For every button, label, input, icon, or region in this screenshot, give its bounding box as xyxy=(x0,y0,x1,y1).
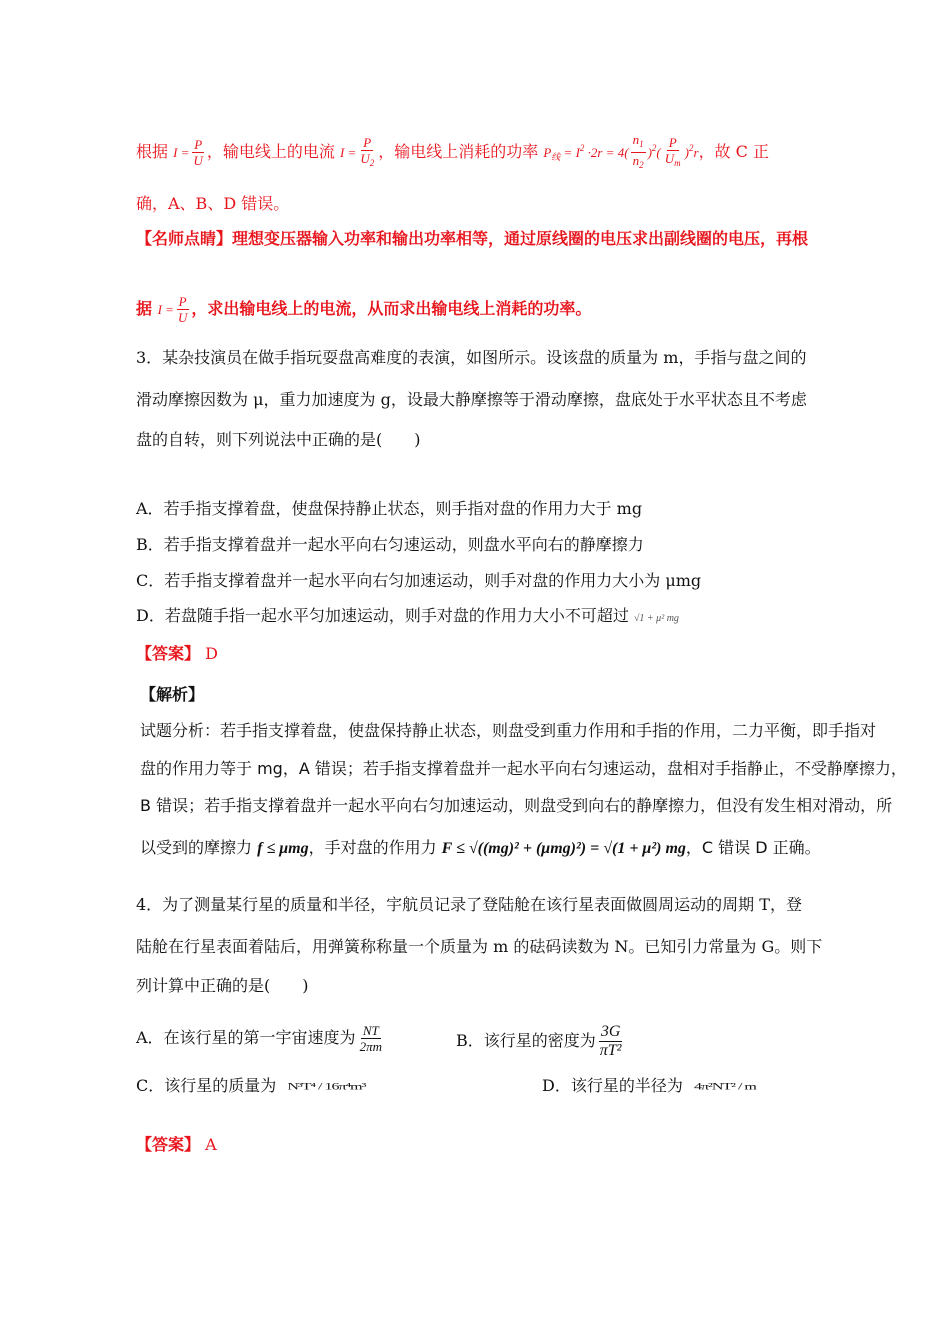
q4-answer-label: 【答案】 xyxy=(136,1135,201,1154)
q4-option-b xyxy=(456,1023,625,1060)
q4-option-d-text: D．该行星的半径为 xyxy=(542,1076,683,1095)
formula-power-loss: $P_线 = I^2 \cdot 2r = 4$( xyxy=(543,143,629,162)
q4-answer-value: A xyxy=(205,1135,217,1154)
q3-analysis-line-1: 试题分析：若手指支撑着盘，使盘保持静止状态，则盘受到重力作用和手指的作用，二力平衡，即手指对 xyxy=(140,721,877,740)
tip-label: 【名师点睛】 xyxy=(136,229,233,248)
prev-text-1a: 根据 xyxy=(136,142,169,161)
q3-option-c: C．若手指支撑着盘并一起水平向右匀加速运动，则手对盘的作用力大小为 μmg xyxy=(136,571,702,590)
q4-option-b-text: B．该行星的密度为 xyxy=(456,1031,596,1050)
q4-option-c xyxy=(136,1075,365,1098)
q4-stem-line-2: 陆舱在行星表面着陆后，用弹簧称称量一个质量为 m 的砝码读数为 N。已知引力常量为 G。则下 xyxy=(136,937,823,956)
q3-answer xyxy=(136,643,218,665)
q3-analysis-line-3: B 错误；若手指支撑着盘并一起水平向右匀加速运动，则盘受到向右的静摩擦力，但没有发生相对滑动，所 xyxy=(140,796,893,815)
formula-i-eq-3: I = xyxy=(157,302,174,317)
formula-i-eq-2: I = xyxy=(339,145,357,160)
q3-answer-value: D xyxy=(205,644,218,663)
famous-teacher-tip xyxy=(136,228,808,250)
q4-option-b-fraction: $\frac{3G}{\text{πT²}}$ xyxy=(599,1023,622,1059)
q4-option-a-text: A．在该行星的第一宇宙速度为 xyxy=(136,1028,356,1047)
q3-option-d xyxy=(136,605,679,630)
q4-option-c-expr: N³T⁴ / 16π⁴m³ xyxy=(287,1081,366,1092)
fraction-p-over-u-3: $\frac{P}{U}$ xyxy=(177,294,188,325)
q4-option-a-fraction: $\frac{NT}{2\pi m}$ xyxy=(359,1023,382,1054)
q3-answer-label: 【答案】 xyxy=(136,644,201,663)
prev-text-1d: ，故 C 正 xyxy=(698,142,769,161)
q4-option-a xyxy=(136,1023,386,1054)
q3-stem-line-1: 3．某杂技演员在做手指玩耍盘高难度的表演，如图所示。设该盘的质量为 m，手指与盘之间的 xyxy=(136,348,807,367)
q3-force-formula: F ≤ √((mg)² + (μmg)²) = √(1 + μ²) mg xyxy=(441,840,686,857)
q3-analysis-label: 【解析】 xyxy=(140,685,205,704)
fraction-p-over-u2: $\frac{P}{U_2}$ xyxy=(360,134,375,168)
prev-text-1b: ，输电线上的电流 xyxy=(206,142,335,161)
fraction-p-over-um: $\frac{P}{U_m}$ xyxy=(664,134,681,168)
q3-stem-line-2: 滑动摩擦因数为 μ，重力加速度为 g，设最大静摩擦等于滑动摩擦，盘底处于水平状态且不考虑 xyxy=(136,390,807,409)
prev-text-4a: 据 xyxy=(136,299,153,318)
q4-option-d-expr: 4π²NT² / m xyxy=(693,1081,756,1092)
q3-option-b: B．若手指支撑着盘并一起水平向右匀速运动，则盘水平向右的静摩擦力 xyxy=(136,535,644,554)
q4-option-c-text: C．该行星的质量为 xyxy=(136,1076,277,1095)
q4-option-d xyxy=(542,1075,756,1098)
fraction-n1-over-n2: $\frac{n_1}{n_2}$ xyxy=(632,132,644,170)
q3-stem-line-3: 盘的自转，则下列说法中正确的是( ) xyxy=(136,430,421,449)
prev-line-1: 根据 I = $\frac{P}{U}$ ，输电线上的电流 I = $\frac{P}{U_2}$ ，输电线上消耗的功率 $P_线 = I^2 \cdot 2r = 4$( $\frac{n_1}{n_2}$ )$^2$( $\frac{P}{U_m}$ )$^2$r，故 C 正 xyxy=(136,132,769,173)
q3-option-a: A．若手指支撑着盘，使盘保持静止状态，则手指对盘的作用力大于 mg xyxy=(136,499,643,518)
prev-line-4 xyxy=(136,294,591,325)
formula-i-eq: I = xyxy=(173,145,190,160)
q4-stem-line-1: 4．为了测量某行星的质量和半径，宇航员记录了登陆舱在该行星表面做圆周运动的周期 T，登 xyxy=(136,895,802,914)
q3-analysis-line-2: 盘的作用力等于 mg，A 错误；若手指支撑着盘并一起水平向右匀速运动，盘相对手指静止，不受静摩擦力， xyxy=(140,759,907,778)
fraction-p-over-u: $\frac{P}{U}$ xyxy=(193,137,203,168)
q3-analysis-4a: 以受到的摩擦力 xyxy=(140,838,253,857)
q3-analysis-line-4 xyxy=(140,837,821,860)
q3-analysis-4c: ，手对盘的作用力 xyxy=(308,838,437,857)
q3-analysis-4e: ，C 错误 D 正确。 xyxy=(685,838,821,857)
prev-text-4b: ，求出输电线上的电流，从而求出输电线上消耗的功率。 xyxy=(191,299,592,318)
prev-line-2: 确，A、B、D 错误。 xyxy=(136,194,290,213)
prev-text-1c: ，输电线上消耗的功率 xyxy=(378,142,539,161)
q3-option-d-text: D．若盘随手指一起水平匀加速运动，则手对盘的作用力大小不可超过 xyxy=(136,606,629,625)
q3-option-d-expr: √1 + μ² mg xyxy=(633,613,679,624)
q4-stem-line-3: 列计算中正确的是( ) xyxy=(136,976,309,995)
tip-text: 理想变压器输入功率和输出功率相等，通过原线圈的电压求出副线圈的电压，再根 xyxy=(232,229,809,248)
q3-friction-formula: f ≤ μmg xyxy=(257,840,309,857)
q4-answer xyxy=(136,1134,217,1156)
